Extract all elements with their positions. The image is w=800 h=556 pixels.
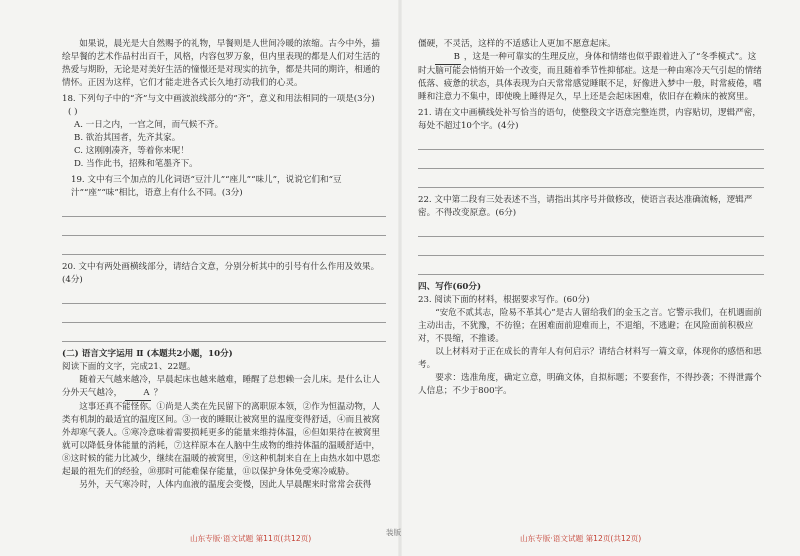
answer-paren[interactable]: ( ) — [68, 107, 78, 117]
answer-lines-20[interactable] — [62, 291, 386, 342]
question-21-stem: 21. 请在文中画横线处补写恰当的语句，使整段文字语意完整连贯，内容贴切，逻辑严密，每处不超过10个字。(4分) — [418, 108, 761, 131]
question-18-stem: 18. 下列句子中的“齐”与文中画波浪线部分的“齐”，意义和用法相同的一项是(3分) ( ) — [62, 94, 375, 117]
right-page — [400, 0, 800, 556]
option-c: C. 这刚刚凑齐，等着你来呢！ — [74, 146, 189, 156]
section-2-title: (二) 语言文字运用 Ⅱ (本题共2小题，10分) — [62, 349, 233, 359]
question-20 — [62, 261, 386, 342]
question-19-stem: 19. 文中有三个加点的儿化词语“豆汁儿”“座儿”“味儿”，说说它们和“豆汁”“座”“味”相比，语意上有什么不同。(3分) — [71, 175, 342, 198]
blank-a[interactable]: A — [125, 387, 151, 401]
option-d: D. 当作此书，招殊和笔墨齐下。 — [74, 159, 198, 169]
question-22 — [418, 194, 764, 275]
section-4-title: 四、写作(60分) — [418, 282, 482, 292]
blank-b[interactable]: B — [435, 51, 461, 65]
question-20-stem: 20. 文中有两处画横线部分，请结合文意，分别分析其中的引号有什么作用及效果。(4分) — [62, 262, 380, 285]
answer-lines-21[interactable] — [418, 137, 764, 188]
option-b: B. 欲治其国者，先齐其家。 — [74, 133, 181, 143]
material-quote: “安危不贰其志，险易不革其心”是古人留给我们的金玉之言。它警示我们，在机遇面前主动出击，不犹豫，不彷徨；在困难面前迎难而上，不退缩，不逃避；在风险面前积极应对，不畏缩，不推诿。 — [418, 308, 762, 344]
question-23-stem: 23. 阅读下面的材料，根据要求写作。(60分) — [418, 295, 590, 305]
footer-page-11: 山东专版·语文试题 第11页(共12页) — [190, 534, 312, 543]
section-2-instruction: 阅读下面的文字，完成21、22题。 — [62, 362, 196, 372]
passage-para-2: 这事还真不能怪你。①尚是人类在先民留下的离职原本领，②作为恒温动物，人类有机制的最适宜的温度区间。③一夜的睡眠让被窝里的温度变得舒适，④而且被窝外却寒气袭人。⑤寒冷意味着需要损耗更多的能量来维持体温，⑥但如果待在被窝里就可以降低身体能量的消耗，⑦这样原本在人脑中生成物的维持体温的温暖舒适中，⑧这时候的能力比减少，继续在温暖的被窝里，⑨这种机制来自在上由热水如中恩恋起最的祖先们的经验，⑩那时可能难保存能量，⑪以保护身体免受寒冷威胁。 — [62, 402, 380, 477]
passage-para-3: 另外，天气寒冷时，人体内血液的温度会变慢，因此人早晨醒来时常常会获得 — [79, 480, 372, 490]
answer-lines-19[interactable] — [62, 204, 386, 255]
question-18 — [62, 93, 386, 171]
question-19 — [62, 174, 386, 255]
passage-cont: 僵硬，不灵活，这样的不适感让人更加不愿意起床。 — [418, 39, 616, 49]
question-22-stem: 22. 文中第二段有三处表述不当，请指出其序号并做修改，使语言表达准确流畅，逻辑严密。不得改变原意。(6分) — [418, 195, 753, 218]
passage-para-1: 随着天气越来越冷，早晨起床也越来越难，睡醒了总想赖一会儿床。是什么让人分外天气越冷， A ？ — [62, 374, 386, 401]
intro-paragraph: 如果说，晨光是大自然赐予的礼物，早餐则是人世间冷暖的浓缩。古今中外，描绘早餐的艺术作品村出百千，风格，内容包罗万象，但内里表现的都是人们对生活的热爱与期盼，无论是对美好生活的憧憬还是对现实的抗争，都是共同的期许，相通的情怀。正因为这样，它们才能走进各式长久地打动我们的心灵。 — [62, 39, 380, 88]
writing-requirements: 要求：选准角度，确定立意，明确文体，自拟标题；不要套作，不得抄袭；不得泄露个人信息；不少于800字。 — [418, 373, 762, 396]
writing-prompt: 以上材料对于正在成长的青年人有何启示？请结合材料写一篇文章，体现你的感悟和思考。 — [418, 347, 762, 370]
answer-lines-22[interactable] — [418, 224, 764, 275]
question-21 — [418, 107, 764, 188]
gutter-mark: 装版 — [386, 528, 402, 537]
footer-page-12: 山东专版·语文试题 第12页(共12页) — [520, 534, 642, 543]
passage-para-4: B ，这是一种可靠实的生理反应，身体和情绪也似乎跟着进入了“冬季模式”。这时大脑可能会悄悄开始一个改变，而且随着季节性抑郁症。这是一种由寒冷天气引起的情绪低落、疲惫的状态，具体表现为白天常常感觉睡眠不足，好像进入梦中一般，时常疲倦，嗜睡和注意力不集中，即使晚上睡得足久，早上还是会起床困难，依旧存在赖床的被窝里。 — [418, 52, 762, 102]
option-a: A. 一日之内，一宫之间，而气候不齐。 — [74, 120, 224, 130]
